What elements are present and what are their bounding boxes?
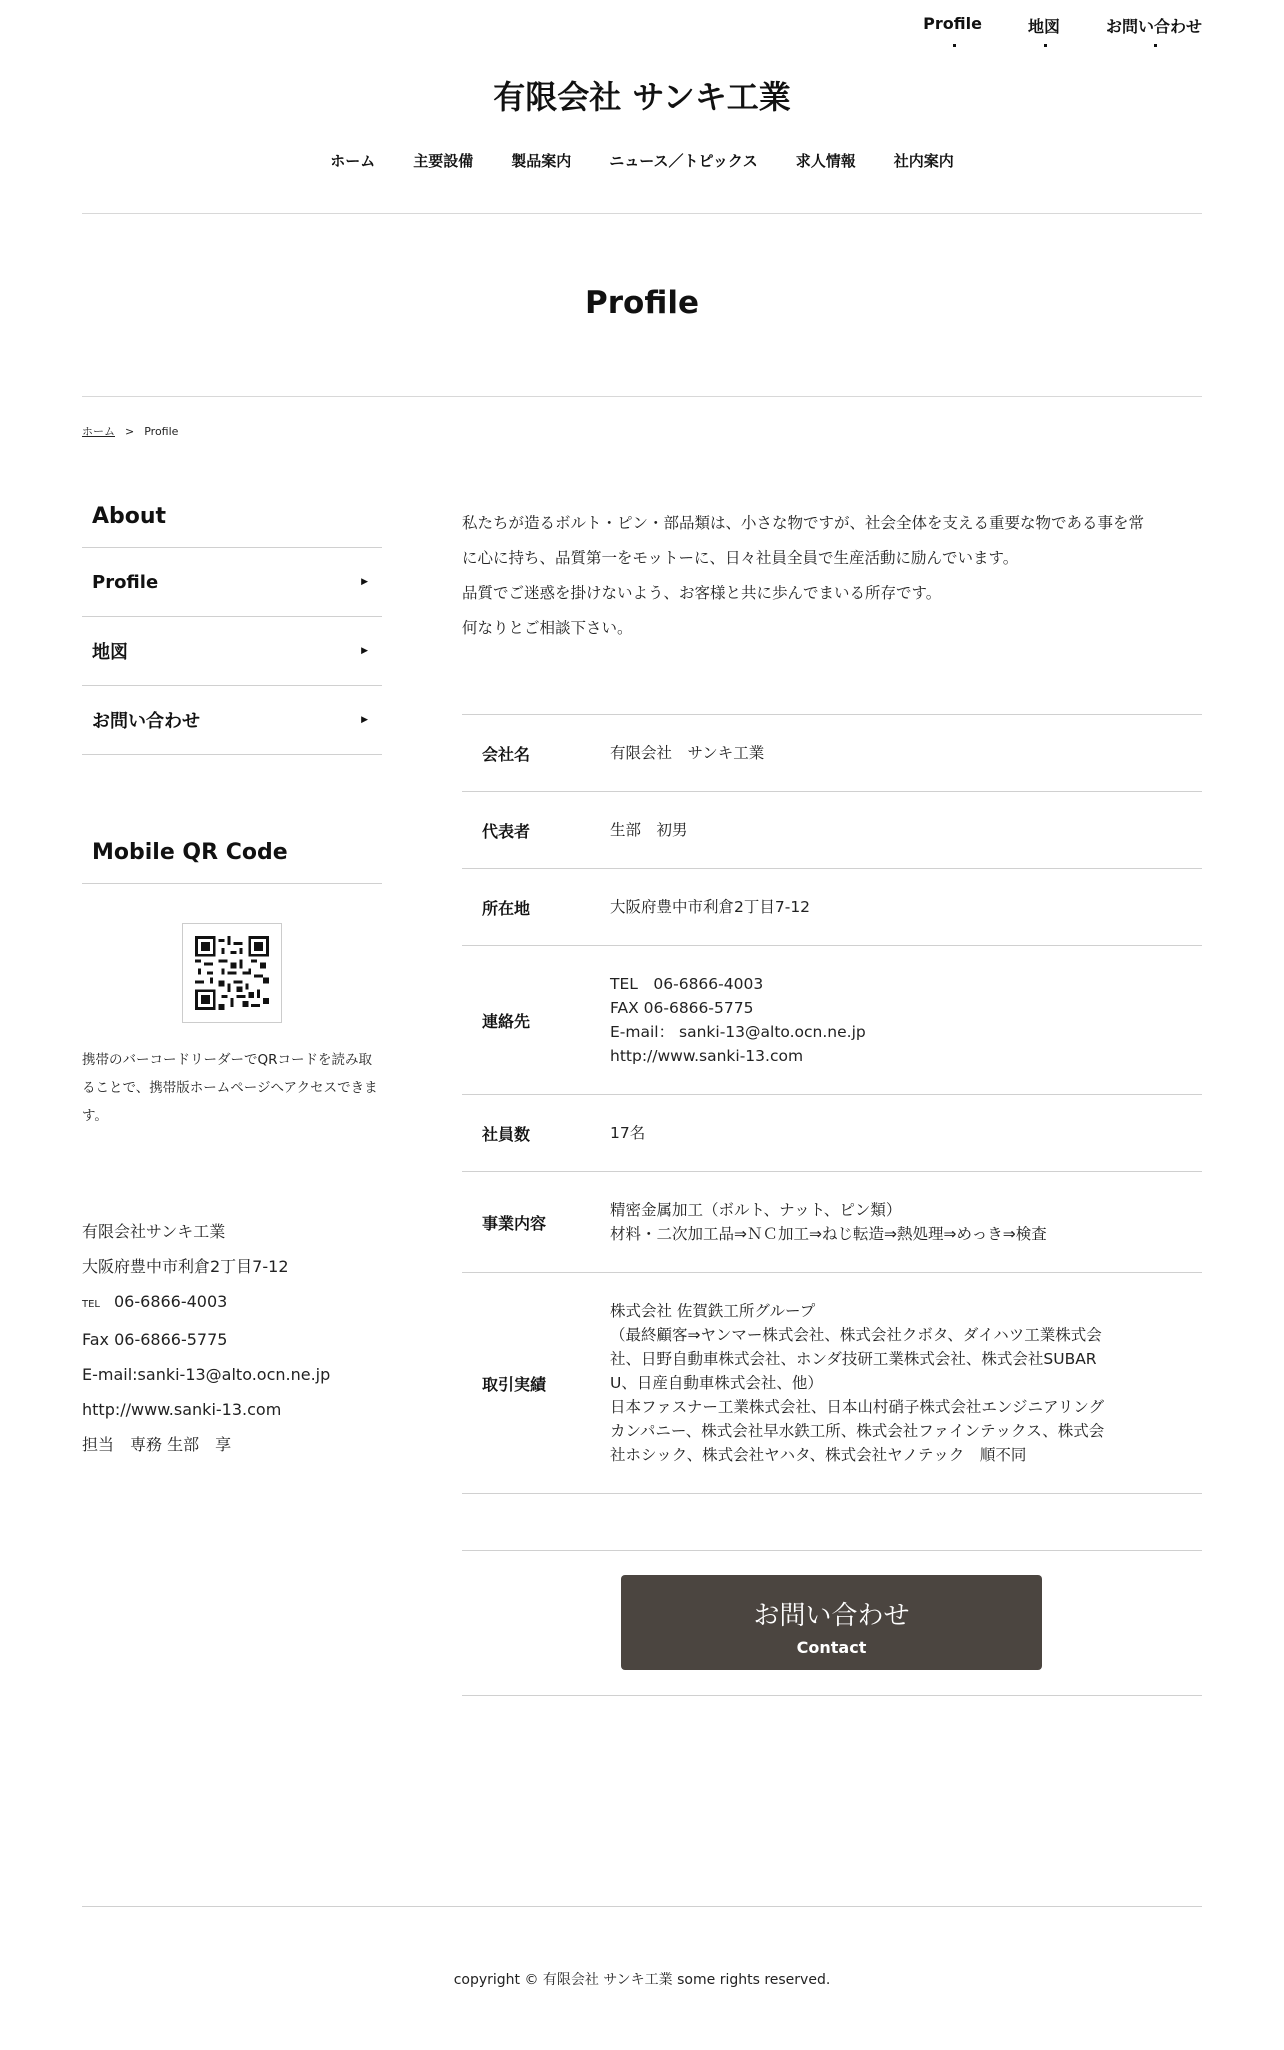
table-value-line: E-mail： sanki-13@alto.ocn.ne.jp: [610, 1023, 866, 1041]
arrow-right-icon: ▶: [361, 646, 368, 656]
table-row-value: [610, 869, 1202, 946]
table-value-line: 材料・二次加工品⇒ＮＣ加工⇒ねじ転造⇒熱処理⇒めっき⇒検査: [610, 1225, 1047, 1243]
nav-item-recruit[interactable]: 求人情報: [795, 152, 856, 170]
address-fax: Fax 06-6866-5775: [82, 1330, 228, 1349]
main-content: [462, 506, 1202, 646]
contact-section: [462, 1550, 1202, 1696]
table-row-label: 事業内容: [482, 1213, 547, 1233]
table-row: [462, 1172, 1202, 1273]
intro-text: [462, 506, 1202, 646]
qr-code-icon: [195, 936, 269, 1010]
address-tel: 06-6866-4003: [114, 1292, 228, 1311]
table-value-line: http://www.sanki-13.com: [610, 1047, 804, 1065]
breadcrumb: [82, 423, 178, 439]
top-link-contact[interactable]: お問い合わせ: [1106, 14, 1202, 37]
qr-heading: Mobile QR Code: [82, 834, 382, 884]
table-value-line: 社、日野自動車株式会社、ホンダ技研工業株式会社、株式会社SUBAR: [610, 1350, 1097, 1368]
sidebar-item-label: Profile: [92, 571, 159, 593]
footer-divider: [82, 1906, 1202, 1907]
table-value-line: 有限会社 サンキ工業: [610, 744, 765, 762]
contact-button[interactable]: [621, 1575, 1042, 1670]
table-row-label: 代表者: [482, 821, 531, 841]
breadcrumb-home[interactable]: ホーム: [82, 425, 115, 438]
nav-item-home[interactable]: ホーム: [330, 152, 376, 170]
copyright: copyright © 有限会社 サンキ工業 some rights reserved.: [453, 1972, 831, 1988]
table-row: [462, 1095, 1202, 1172]
address-url: http://www.sanki-13.com: [82, 1400, 282, 1419]
table-row: [462, 869, 1202, 946]
breadcrumb-separator: >: [125, 425, 135, 438]
table-row-label: 社員数: [482, 1124, 531, 1144]
table-value-line: TEL 06-6866-4003: [610, 975, 764, 993]
global-nav: [0, 150, 1284, 171]
sidebar-item-label: 地図: [92, 642, 128, 663]
qr-description: 携帯のバーコードリーダーでQRコードを読み取ることで、携帯版ホームページへアクセスできます。: [82, 1052, 378, 1124]
intro-line: 私たちが造るボルト・ピン・部品類は、小さな物ですが、社会全体を支える重要な物である事を常: [462, 514, 1145, 532]
table-row: [462, 946, 1202, 1095]
sidebar-item-contact[interactable]: [82, 686, 382, 755]
table-row: [462, 715, 1202, 792]
table-value-line: 精密金属加工（ボルト、ナット、ピン類）: [610, 1201, 902, 1219]
table-row-value: [610, 1273, 1202, 1494]
nav-item-news[interactable]: ニュース／トピックス: [609, 152, 758, 170]
address-email: E-mail:sanki-13@alto.ocn.ne.jp: [82, 1365, 331, 1384]
sidebar-item-label: お問い合わせ: [92, 711, 200, 732]
sidebar-item-profile[interactable]: [82, 548, 382, 617]
qr-code-image: [182, 923, 282, 1023]
table-row-label: 所在地: [482, 898, 531, 918]
top-link-map[interactable]: 地図: [1028, 14, 1060, 37]
address-company: 有限会社サンキ工業: [82, 1222, 226, 1241]
contact-button-sublabel: Contact: [796, 1638, 867, 1657]
company-profile-table: [462, 714, 1202, 1494]
table-row-value: [610, 715, 1202, 792]
table-row-value: [610, 946, 1202, 1095]
table-value-line: 日本ファスナー工業株式会社、日本山村硝子株式会社エンジニアリング: [610, 1398, 1105, 1416]
sidebar: [82, 498, 382, 755]
table-value-line: カンパニー、株式会社早水鉄工所、株式会社ファインテックス、株式会: [610, 1422, 1105, 1440]
nav-item-products[interactable]: 製品案内: [511, 152, 572, 170]
table-value-line: 生部 初男: [610, 821, 688, 839]
sidebar-about-heading: About: [82, 498, 382, 548]
arrow-right-icon: ▶: [361, 715, 368, 725]
sidebar-address: [82, 1214, 382, 1462]
table-value-line: （最終顧客⇒ヤンマー株式会社、株式会社クボタ、ダイハツ工業株式会: [610, 1326, 1102, 1344]
table-row-value: [610, 792, 1202, 869]
sidebar-item-map[interactable]: [82, 617, 382, 686]
table-row: [462, 792, 1202, 869]
header-divider: [82, 213, 1202, 214]
tel-label: TEL: [82, 1299, 100, 1310]
table-value-line: U、日産自動車株式会社、他）: [610, 1374, 823, 1392]
top-link-profile[interactable]: Profile: [923, 14, 982, 37]
address-tel-row: [82, 1284, 382, 1322]
table-value-line: 17名: [610, 1124, 646, 1142]
table-value-line: 株式会社 佐賀鉄工所グループ: [610, 1302, 816, 1320]
contact-button-label: お問い合わせ: [753, 1601, 910, 1631]
top-links: [923, 14, 1202, 37]
table-row-label: 連絡先: [482, 1011, 531, 1031]
intro-line: 何なりとご相談下さい。: [462, 619, 633, 637]
site-title[interactable]: 有限会社 サンキ工業: [493, 78, 791, 116]
nav-item-company[interactable]: 社内案内: [893, 152, 954, 170]
title-divider: [82, 396, 1202, 397]
table-value-line: 大阪府豊中市利倉2丁目7-12: [610, 898, 811, 916]
table-row-value: [610, 1172, 1202, 1273]
table-value-line: 社ホシック、株式会社ヤハタ、株式会社ヤノテック 順不同: [610, 1446, 1027, 1464]
arrow-right-icon: ▶: [361, 577, 368, 587]
address-contact-person: 担当 専務 生部 享: [82, 1435, 232, 1454]
nav-item-equipment[interactable]: 主要設備: [413, 152, 474, 170]
table-row-label: 取引実績: [482, 1374, 547, 1394]
page-title: Profile: [585, 285, 699, 321]
address-location: 大阪府豊中市利倉2丁目7-12: [82, 1257, 289, 1276]
breadcrumb-current: Profile: [144, 425, 179, 438]
table-value-line: FAX 06-6866-5775: [610, 999, 754, 1017]
table-row-label: 会社名: [482, 744, 531, 764]
intro-line: に心に持ち、品質第一をモットーに、日々社員全員で生産活動に励んでいます。: [462, 549, 1019, 567]
intro-line: 品質でご迷惑を掛けないよう、お客様と共に歩んでまいる所存です。: [462, 584, 942, 602]
table-row-value: [610, 1095, 1202, 1172]
table-row: [462, 1273, 1202, 1494]
